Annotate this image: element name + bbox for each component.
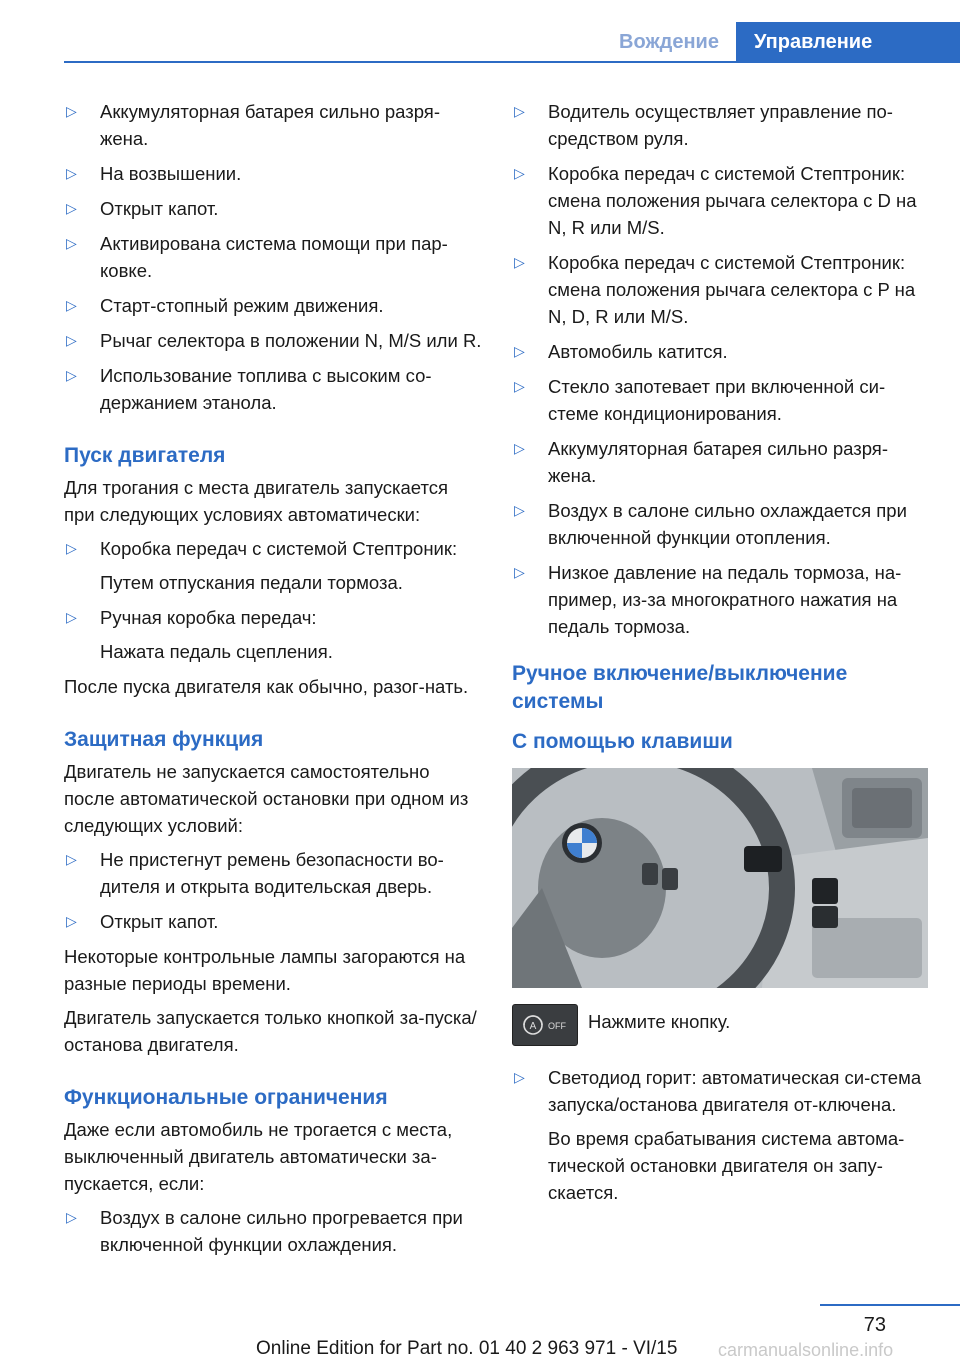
list-item: ▷ Автомобиль катится. — [512, 338, 930, 365]
list-item: ▷ На возвышении. — [64, 160, 482, 187]
paragraph: После пуска двигателя как обычно, разог-нать. — [64, 676, 469, 697]
bullet-triangle-icon: ▷ — [514, 165, 525, 181]
bullet-triangle-icon: ▷ — [66, 851, 77, 867]
list-item: ▷ Коробка передач с системой Стептроник: Путем отпускания педали тормоза. — [64, 535, 482, 596]
footer-rule — [820, 1304, 960, 1306]
list-item: ▷ Ручная коробка передач: Нажата педаль сцепления. — [64, 604, 482, 665]
bullet-triangle-icon: ▷ — [514, 343, 525, 359]
list-item: ▷ Не пристегнут ремень безопасности во-дителя и открыта водительская дверь. — [64, 846, 482, 900]
right-column — [512, 98, 930, 1214]
bullet-triangle-icon: ▷ — [514, 254, 525, 270]
tab-driving[interactable]: Вождение — [619, 31, 719, 53]
edition-text: Online Edition for Part no. 01 40 2 963 971 - VI/15 — [256, 1338, 678, 1359]
bullet-triangle-icon: ▷ — [66, 913, 77, 929]
bullet-triangle-icon: ▷ — [66, 1209, 77, 1225]
bullet-triangle-icon: ▷ — [66, 332, 77, 348]
button-row — [512, 1004, 930, 1064]
list-item: ▷ Воздух в салоне сильно прогревается при включенной функции охлаждения. — [64, 1204, 482, 1258]
list-item: ▷ Водитель осуществляет управление по-средством руля. — [512, 98, 930, 152]
right-bullets — [512, 98, 930, 640]
list-item: ▷ Старт-стопный режим движения. — [64, 292, 482, 319]
bullet-triangle-icon: ▷ — [66, 103, 77, 119]
list-item: ▷ Использование топлива с высоким со-держанием этанола. — [64, 362, 482, 416]
left-column — [64, 98, 482, 1266]
watermark: carmanualsonline.info — [718, 1340, 894, 1360]
button-caption: Нажмите кнопку. — [588, 1011, 731, 1032]
heading-manual-toggle: Ручное включение/выключение системы — [512, 662, 848, 713]
bullet-triangle-icon: ▷ — [514, 1069, 525, 1085]
bullet-triangle-icon: ▷ — [66, 165, 77, 181]
page-number: 73 — [863, 1314, 886, 1336]
list-item: ▷ Низкое давление на педаль тормоза, на-пример, из-за многократного нажатия на педаль тормоза. — [512, 559, 930, 640]
svg-text:A: A — [529, 1021, 537, 1032]
list-item: ▷ Аккумуляторная батарея сильно разря-жена. — [512, 435, 930, 489]
heading-limits: Функциональные ограничения — [64, 1086, 388, 1109]
bullet-triangle-icon: ▷ — [514, 440, 525, 456]
heading-by-button: С помощью клавиши — [512, 730, 733, 753]
auto-start-stop-off-button[interactable] — [512, 1004, 578, 1046]
bullet-triangle-icon: ▷ — [514, 564, 525, 580]
a-off-icon — [513, 1005, 577, 1045]
led-status — [512, 1064, 930, 1206]
list-item: ▷ Рычаг селектора в положении N, M/S или R. — [64, 327, 482, 354]
paragraph: Двигатель запускается только кнопкой за-пуска/останова двигателя. — [64, 1007, 477, 1055]
bullet-triangle-icon: ▷ — [66, 367, 77, 383]
steering-wheel-illustration — [512, 768, 928, 988]
list-item: ▷ Светодиод горит: автоматическая си-стема запуска/останова двигателя от-ключена. Во время срабатывания система автома-тической остановки двигателя он запу-скается. — [512, 1064, 930, 1206]
paragraph: Даже если автомобиль не трогается с места, выключенный двигатель автоматически за-пускается, если: — [64, 1119, 453, 1194]
paragraph: Для трогания с места двигатель запускается при следующих условиях автоматически: — [64, 477, 448, 525]
bullet-triangle-icon: ▷ — [66, 297, 77, 313]
list-item: ▷ Открыт капот. — [64, 195, 482, 222]
paragraph: Некоторые контрольные лампы загораются на разные периоды времени. — [64, 946, 466, 994]
bullet-triangle-icon: ▷ — [66, 609, 77, 625]
bullet-triangle-icon: ▷ — [66, 540, 77, 556]
bullet-triangle-icon: ▷ — [514, 502, 525, 518]
bullet-triangle-icon: ▷ — [514, 103, 525, 119]
dashboard-photo — [512, 768, 928, 988]
list-item: ▷ Открыт капот. — [64, 908, 482, 935]
list-item: ▷ Активирована система помощи при пар-ковке. — [64, 230, 482, 284]
list-item: ▷ Стекло запотевает при включенной си-стеме кондиционирования. — [512, 373, 930, 427]
start-conditions — [64, 535, 482, 665]
heading-engine-start: Пуск двигателя — [64, 444, 226, 467]
tab-controls[interactable]: Управление — [736, 22, 960, 62]
protection-conditions — [64, 846, 482, 935]
bullet-triangle-icon: ▷ — [66, 235, 77, 251]
header-rule — [64, 61, 960, 63]
bullet-triangle-icon: ▷ — [66, 200, 77, 216]
heading-protection: Защитная функция — [64, 728, 264, 751]
svg-text:OFF: OFF — [548, 1021, 566, 1031]
list-item: ▷ Воздух в салоне сильно охлаждается при включенной функции отопления. — [512, 497, 930, 551]
left-bullets — [64, 98, 482, 416]
list-item: ▷ Аккумуляторная батарея сильно разря-жена. — [64, 98, 482, 152]
bullet-triangle-icon: ▷ — [514, 378, 525, 394]
list-item: ▷ Коробка передач с системой Стептроник: смена положения рычага селектора с D на N, R или M/S. — [512, 160, 930, 241]
paragraph: Двигатель не запускается самостоятельно после автоматической остановки при одном из следующих условий: — [64, 761, 469, 836]
limit-conditions — [64, 1204, 482, 1258]
list-item: ▷ Коробка передач с системой Стептроник: смена положения рычага селектора с P на N, D, R или M/S. — [512, 249, 930, 330]
